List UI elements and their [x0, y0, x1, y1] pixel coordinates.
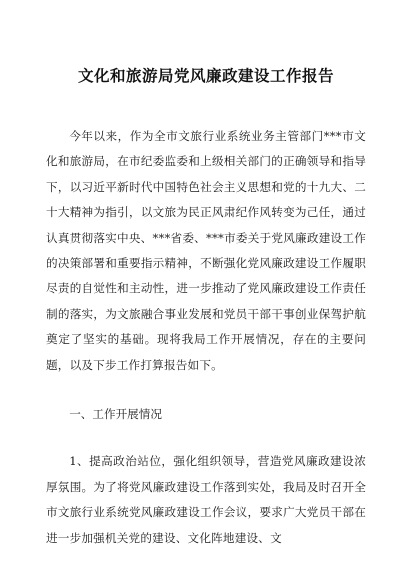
document-title: 文化和旅游局党风廉政建设工作报告 [77, 67, 334, 85]
document-body [46, 124, 366, 551]
intro-paragraph: 今年以来，作为全市文旅行业系统业务主管部门***市文化和旅游局，在市纪委监委和上级相关部门的正确领导和指导下，以习近平新时代中国特色社会主义思想和党的十九大、二十大精神为指引，以文旅为民正风肃纪作风转变为己任，通过认真贯彻落实中央、***省委、***市委关于党风廉政建设工作的决策部署和重要指示精神，不断强化党风廉政建设工作履职尽责的自觉性和主动性，进一步推动了党风廉政建设工作责任制的落实，为文旅融合事业发展和党员干部干事创业保驾护航奠定了坚实的基础。现将我局工作开展情况，存在的主要问题，以及下步工作打算报告如下。 [46, 129, 366, 372]
section-heading: 一、工作开展情况 [69, 407, 162, 422]
section-paragraph: 1、提高政治站位，强化组织领导，营造党风廉政建设浓厚氛围。为了将党风廉政建设工作落到实处，我局及时召开全市文旅行业系统党风廉政建设工作会议，要求广大党员干部在进一步加强机关党的建设、文化阵地建设、文 [46, 454, 366, 545]
